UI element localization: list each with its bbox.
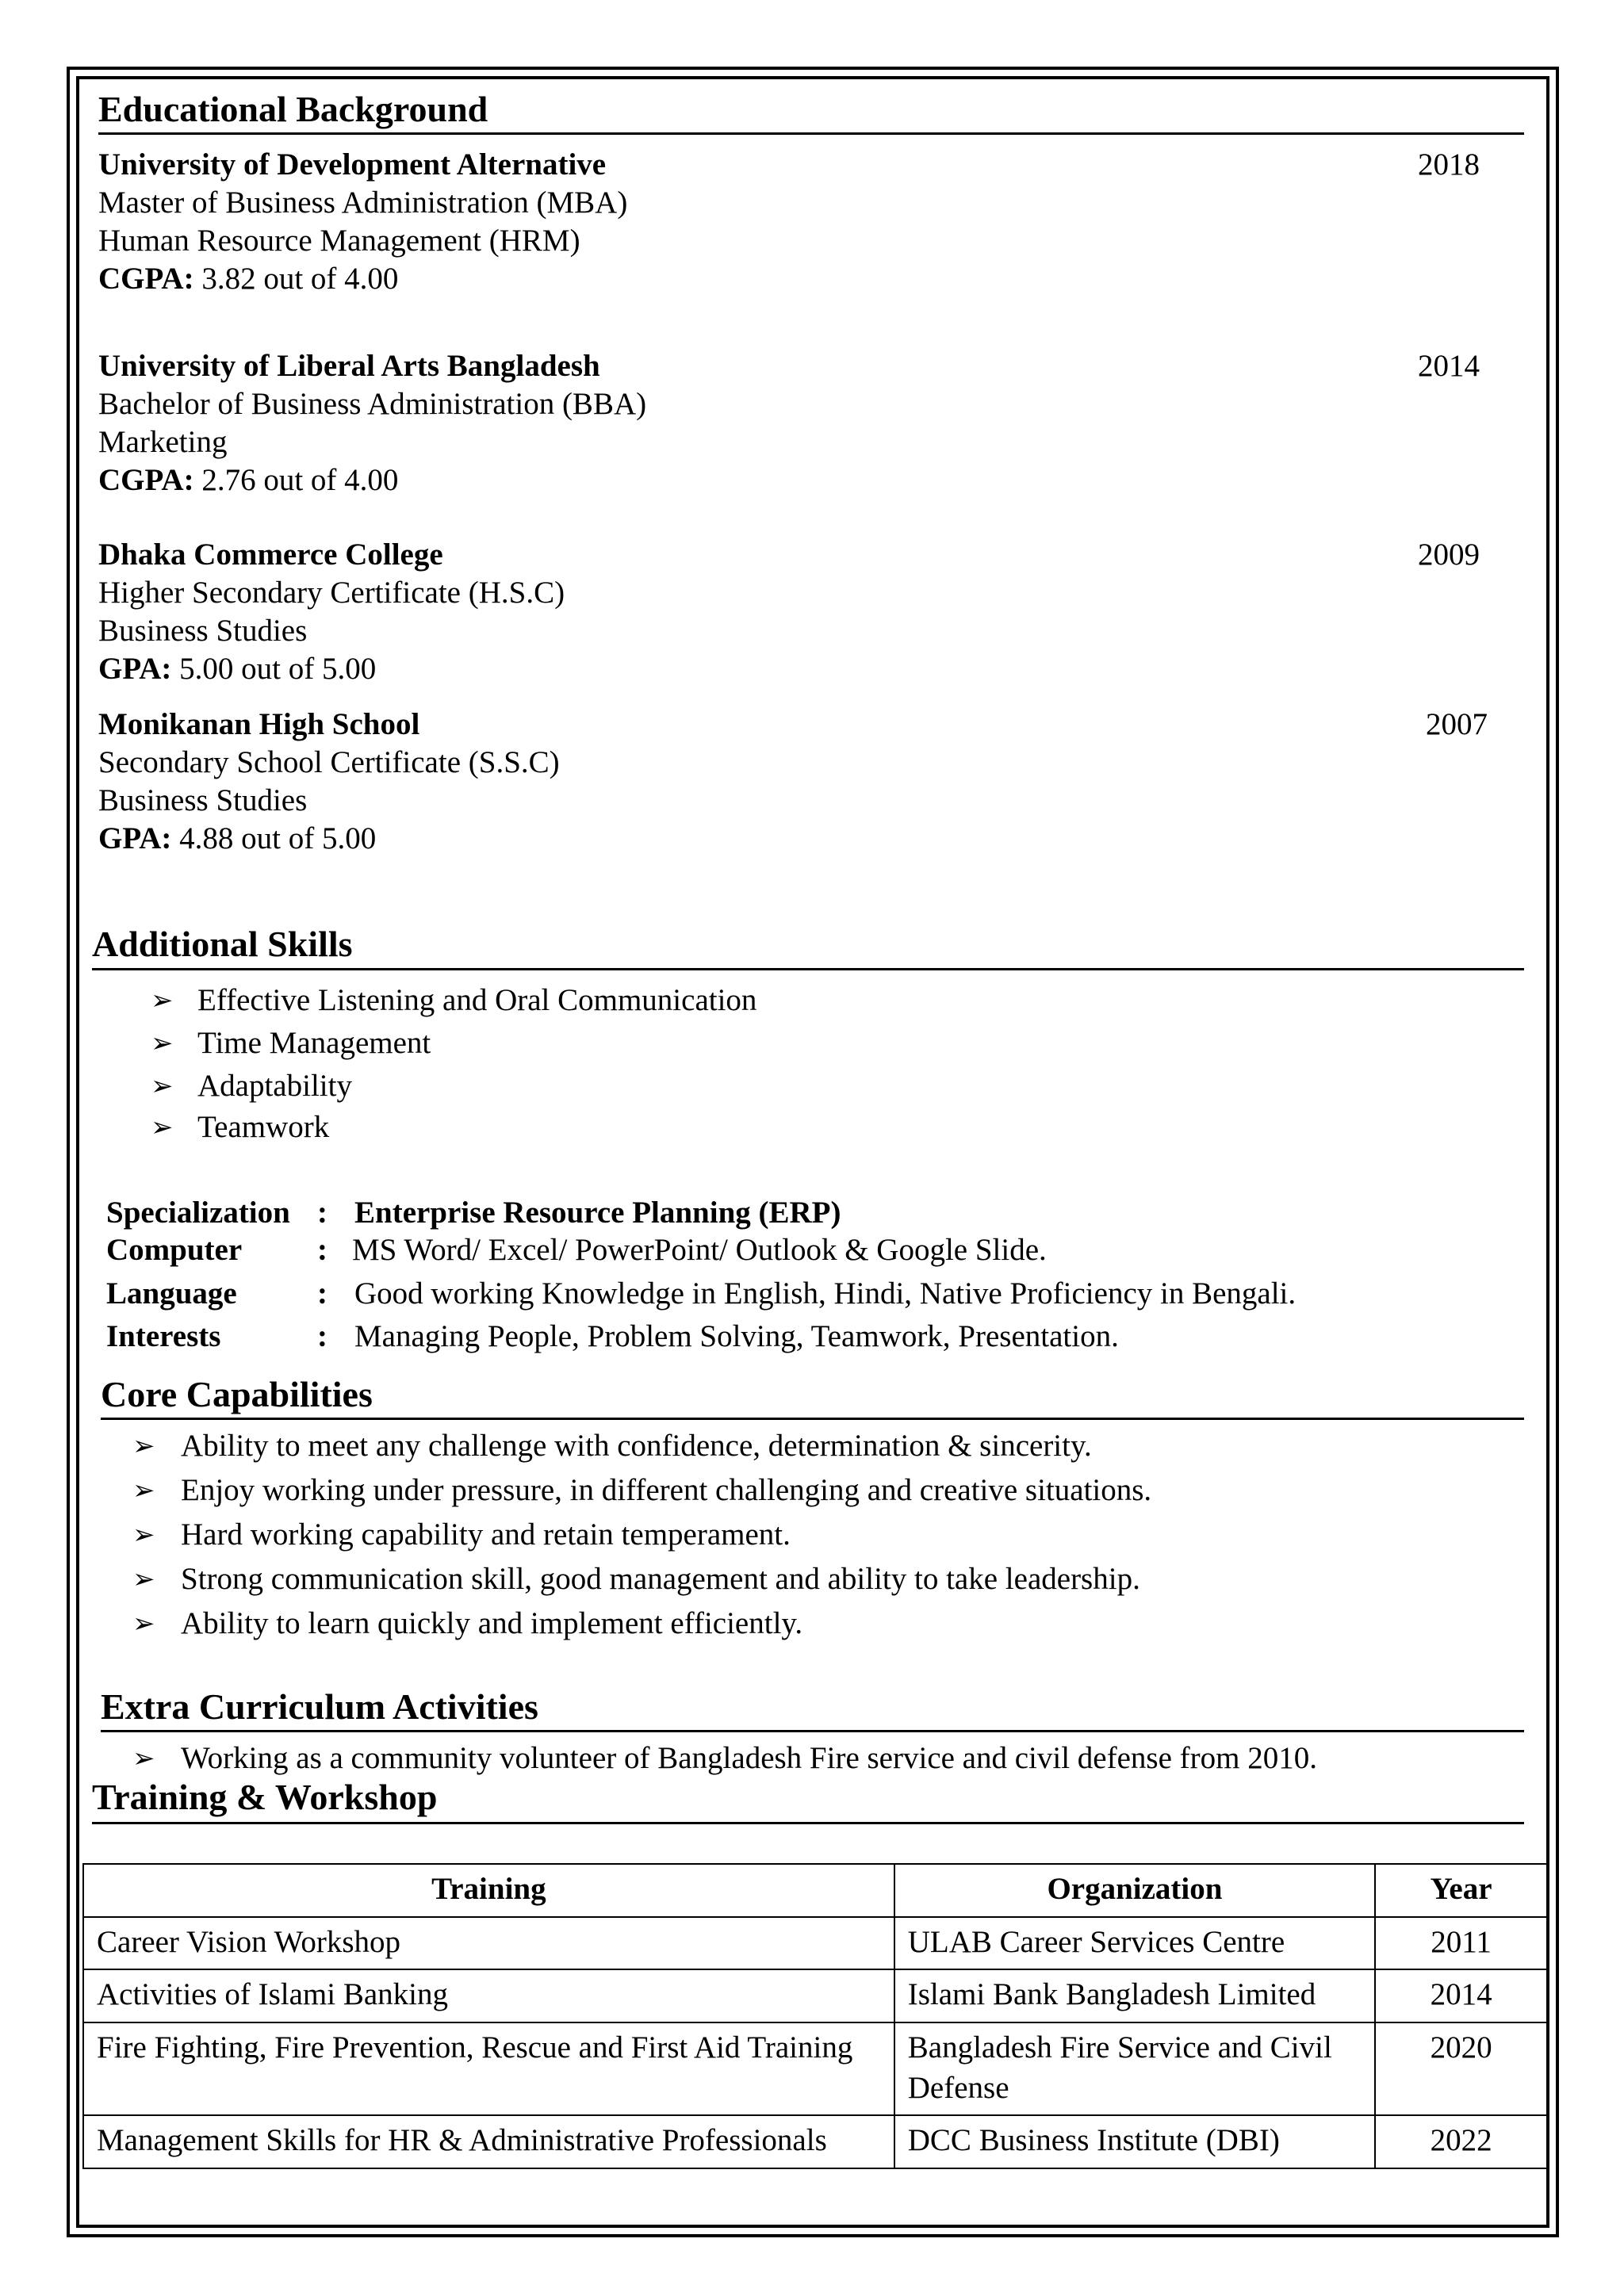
arrowhead-bullet-icon: ➢ xyxy=(151,1027,174,1059)
table-header-row xyxy=(83,1864,1547,1917)
section-divider xyxy=(92,1822,1524,1824)
detail-value: Enterprise Resource Planning (ERP) xyxy=(354,1196,841,1230)
detail-separator: : xyxy=(317,1233,327,1267)
column-header-year: Year xyxy=(1375,1864,1547,1917)
list-item: Working as a community volunteer of Bangladesh Fire service and civil defense from 2010. xyxy=(181,1741,1317,1775)
list-item: Enjoy working under pressure, in different challenging and creative situations. xyxy=(181,1473,1152,1507)
year-cell: 2011 xyxy=(1375,1917,1547,1970)
list-item: Effective Listening and Oral Communication xyxy=(197,983,757,1017)
section-title-extra-curriculum: Extra Curriculum Activities xyxy=(101,1686,538,1727)
institution-name: Monikanan High School xyxy=(98,707,420,741)
graduation-year: 2007 xyxy=(1426,707,1488,741)
section-divider xyxy=(101,1418,1524,1420)
detail-label: Specialization xyxy=(106,1196,290,1230)
organization-cell: ULAB Career Services Centre xyxy=(894,1917,1375,1970)
arrowhead-bullet-icon: ➢ xyxy=(151,1112,174,1143)
grade-value: 3.82 out of 4.00 xyxy=(193,262,399,296)
institution-name: Dhaka Commerce College xyxy=(98,538,443,572)
degree: Higher Secondary Certificate (H.S.C) xyxy=(98,576,565,610)
list-item: Ability to learn quickly and implement efficiently. xyxy=(181,1606,803,1640)
degree: Secondary School Certificate (S.S.C) xyxy=(98,745,560,779)
table-row xyxy=(83,2022,1547,2115)
year-cell: 2022 xyxy=(1375,2115,1547,2168)
detail-value: Managing People, Problem Solving, Teamwork, Presentation. xyxy=(354,1319,1119,1353)
arrowhead-bullet-icon: ➢ xyxy=(132,1743,155,1774)
list-item: Strong communication skill, good management and ability to take leadership. xyxy=(181,1562,1140,1596)
organization-cell: DCC Business Institute (DBI) xyxy=(894,2115,1375,2168)
training-cell: Fire Fighting, Fire Prevention, Rescue and First Aid Training xyxy=(83,2022,894,2115)
organization-cell: Islami Bank Bangladesh Limited xyxy=(894,1969,1375,2022)
detail-label: Language xyxy=(106,1276,237,1311)
grade xyxy=(98,263,398,294)
list-item: Hard working capability and retain temperament. xyxy=(181,1517,791,1552)
arrowhead-bullet-icon: ➢ xyxy=(132,1475,155,1506)
grade-value: 2.76 out of 4.00 xyxy=(193,463,399,497)
grade-label: GPA: xyxy=(98,821,172,855)
year-cell: 2014 xyxy=(1375,1969,1547,2022)
section-title-skills: Additional Skills xyxy=(92,924,353,964)
section-divider xyxy=(101,1730,1524,1732)
degree: Master of Business Administration (MBA) xyxy=(98,186,628,220)
major: Human Resource Management (HRM) xyxy=(98,224,580,258)
grade xyxy=(98,823,376,854)
training-table xyxy=(82,1863,1548,2169)
detail-separator: : xyxy=(317,1319,327,1353)
arrowhead-bullet-icon: ➢ xyxy=(132,1430,155,1462)
list-item: Adaptability xyxy=(197,1069,352,1103)
graduation-year: 2014 xyxy=(1418,349,1480,383)
year-cell: 2020 xyxy=(1375,2022,1547,2115)
major: Business Studies xyxy=(98,614,308,648)
list-item: Ability to meet any challenge with confidence, determination & sincerity. xyxy=(181,1429,1092,1463)
column-header-training: Training xyxy=(83,1864,894,1917)
detail-label: Computer xyxy=(106,1233,243,1267)
grade xyxy=(98,653,376,684)
detail-value: MS Word/ Excel/ PowerPoint/ Outlook & Google Slide. xyxy=(352,1233,1047,1267)
arrowhead-bullet-icon: ➢ xyxy=(132,1563,155,1595)
grade xyxy=(98,465,398,496)
training-cell: Career Vision Workshop xyxy=(83,1917,894,1970)
detail-separator: : xyxy=(317,1276,327,1311)
list-item: Time Management xyxy=(197,1026,431,1060)
section-divider xyxy=(98,132,1524,135)
graduation-year: 2009 xyxy=(1418,538,1480,572)
detail-separator: : xyxy=(317,1196,327,1230)
section-title-education: Educational Background xyxy=(98,89,488,129)
grade-value: 5.00 out of 5.00 xyxy=(171,652,377,686)
grade-label: CGPA: xyxy=(98,262,194,296)
column-header-organization: Organization xyxy=(894,1864,1375,1917)
institution-name: University of Liberal Arts Bangladesh xyxy=(98,349,600,383)
section-divider xyxy=(92,968,1524,970)
table-row xyxy=(83,1917,1547,1970)
table-row xyxy=(83,1969,1547,2022)
grade-label: CGPA: xyxy=(98,463,194,497)
detail-label: Interests xyxy=(106,1319,221,1353)
arrowhead-bullet-icon: ➢ xyxy=(151,985,174,1016)
major: Marketing xyxy=(98,425,228,459)
arrowhead-bullet-icon: ➢ xyxy=(132,1608,155,1640)
grade-label: GPA: xyxy=(98,652,172,686)
table-row xyxy=(83,2115,1547,2168)
graduation-year: 2018 xyxy=(1418,147,1480,182)
major: Business Studies xyxy=(98,783,308,817)
degree: Bachelor of Business Administration (BBA) xyxy=(98,387,647,421)
arrowhead-bullet-icon: ➢ xyxy=(132,1519,155,1551)
list-item: Teamwork xyxy=(197,1110,330,1144)
organization-cell: Bangladesh Fire Service and Civil Defense xyxy=(894,2022,1375,2115)
institution-name: University of Development Alternative xyxy=(98,147,607,182)
grade-value: 4.88 out of 5.00 xyxy=(171,821,377,855)
arrowhead-bullet-icon: ➢ xyxy=(151,1070,174,1102)
training-cell: Management Skills for HR & Administrative Professionals xyxy=(83,2115,894,2168)
detail-value: Good working Knowledge in English, Hindi, Native Proficiency in Bengali. xyxy=(354,1276,1297,1311)
section-title-capabilities: Core Capabilities xyxy=(101,1374,373,1414)
training-cell: Activities of Islami Banking xyxy=(83,1969,894,2022)
section-title-training: Training & Workshop xyxy=(92,1777,438,1817)
